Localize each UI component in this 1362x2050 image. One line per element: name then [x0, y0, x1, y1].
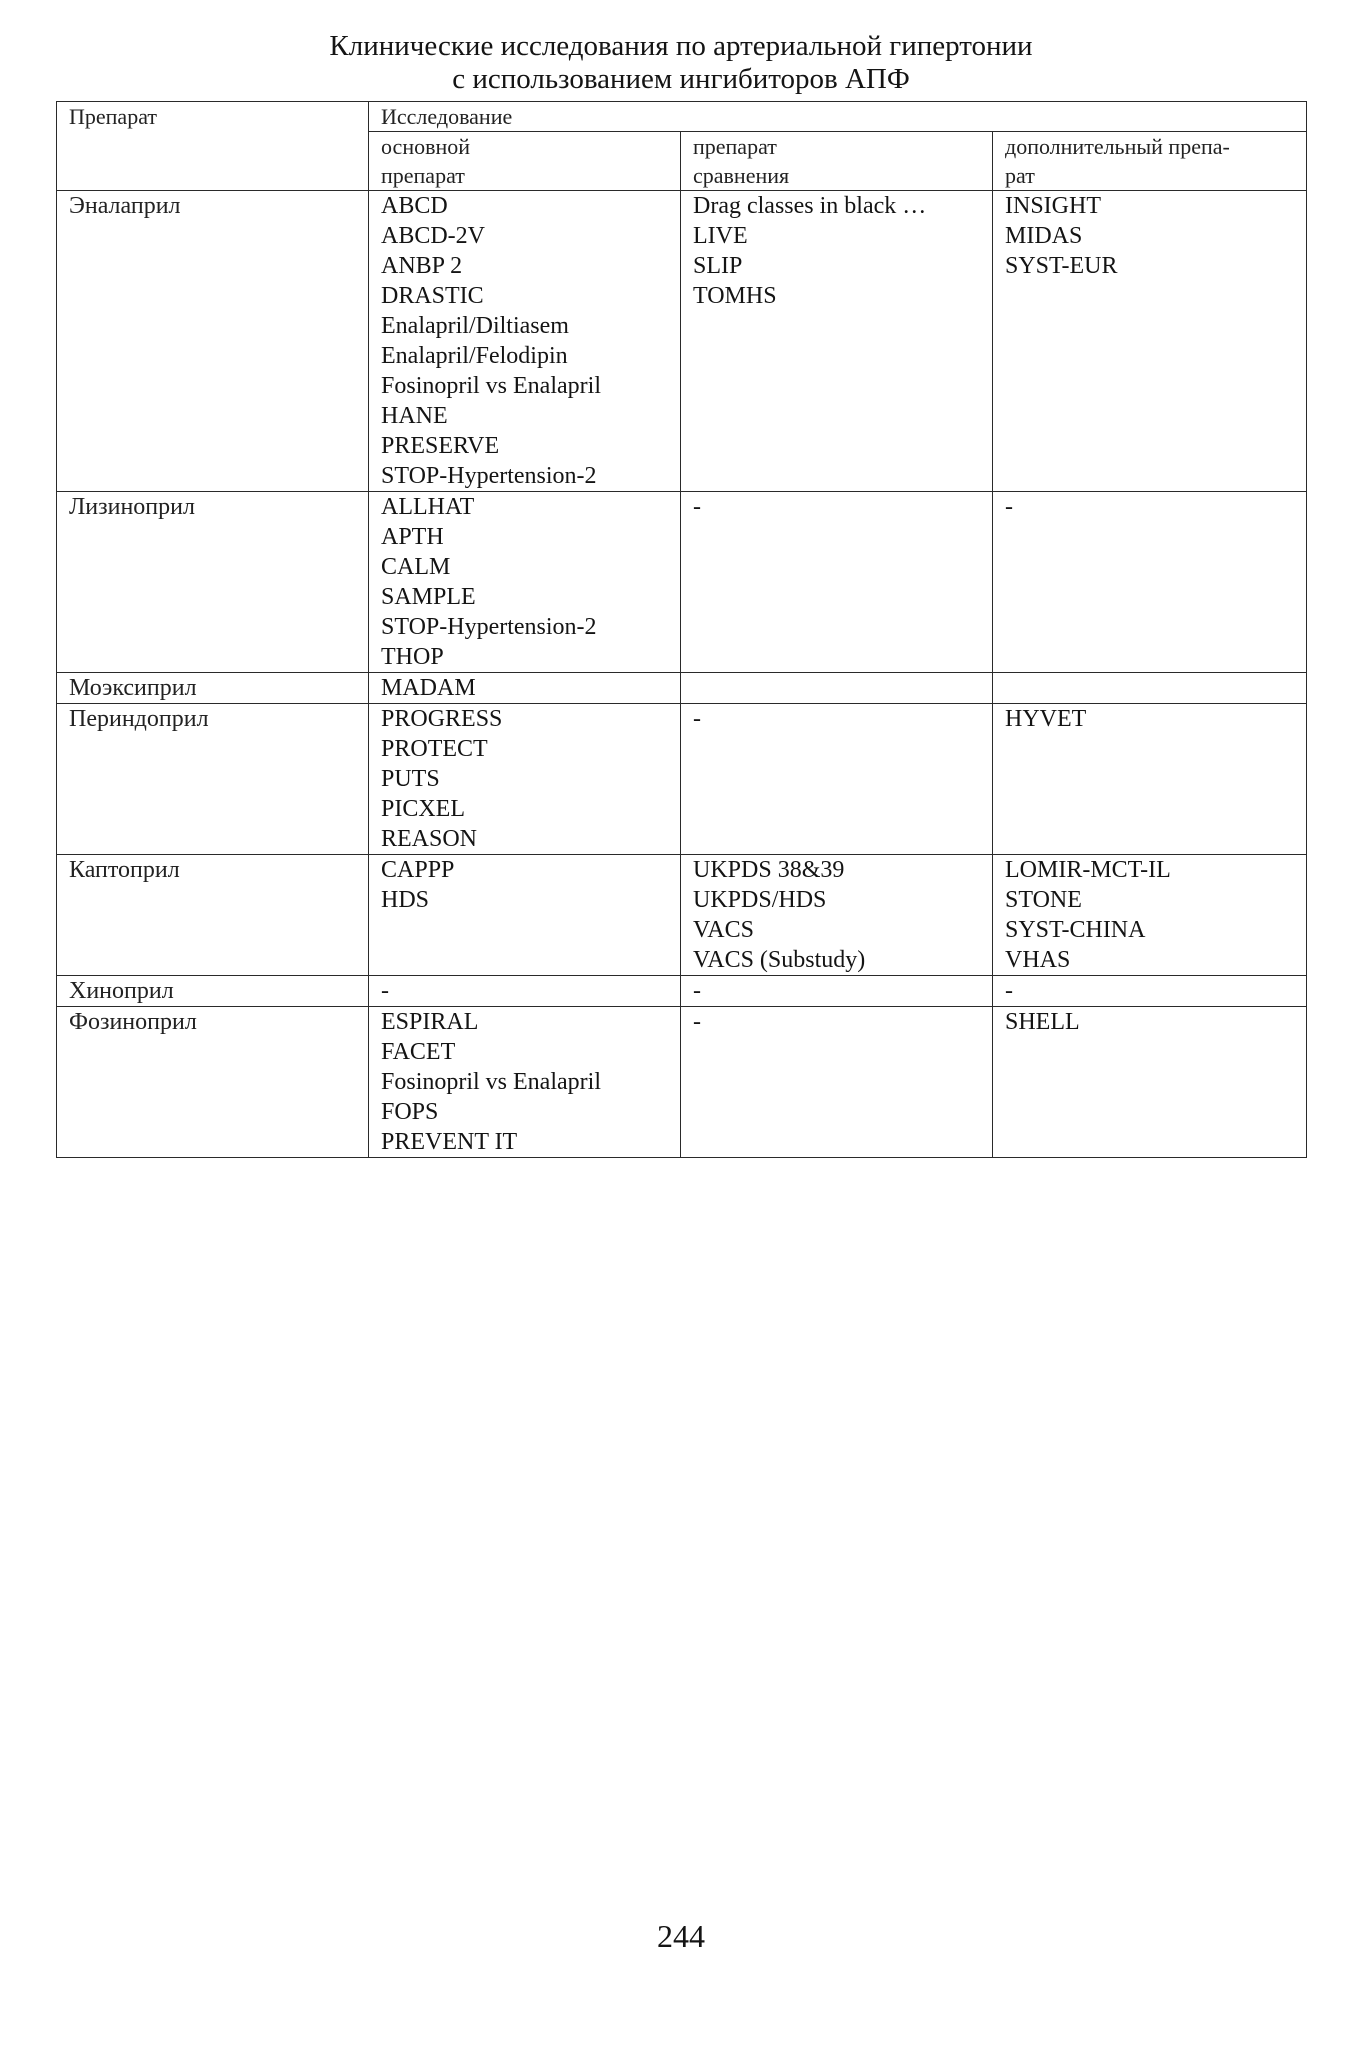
additional-study-cell: [993, 1007, 1307, 1158]
drug-name-cell: Лизиноприл: [57, 492, 369, 673]
study-name: -: [693, 978, 701, 1004]
table-row: [57, 1007, 1307, 1158]
study-name: -: [381, 978, 389, 1004]
study-name: ESPIRAL: [381, 1009, 479, 1035]
study-name: STOP-Hypertension-2: [381, 463, 597, 489]
study-name: LOMIR-MCT-IL: [1005, 857, 1171, 883]
additional-study-cell: [993, 673, 1307, 704]
additional-study-cell: [993, 855, 1307, 976]
header-drug: Препарат: [57, 102, 369, 191]
table-row: [57, 976, 1307, 1007]
study-name: UKPDS 38&39: [693, 857, 845, 883]
study-name: VHAS: [1005, 947, 1071, 973]
comparison-study-cell: [681, 1007, 993, 1158]
main-study-cell: [369, 976, 681, 1007]
main-study-cell: [369, 492, 681, 673]
study-name: ALLHAT: [381, 494, 475, 520]
study-name: MADAM: [381, 675, 476, 701]
study-name: PUTS: [381, 766, 440, 792]
study-name: VACS: [693, 917, 754, 943]
header-comparison-line: препарат: [693, 134, 777, 159]
table-row: [57, 704, 1307, 855]
header-main-line: основной: [381, 134, 471, 159]
drug-name-cell: Хиноприл: [57, 976, 369, 1007]
study-name: VACS (Substudy): [693, 947, 866, 973]
study-name: MIDAS: [1005, 223, 1083, 249]
study-name: FACET: [381, 1039, 456, 1065]
study-name: LIVE: [693, 223, 748, 249]
study-name: HANE: [381, 403, 448, 429]
header-additional-line: рат: [1005, 163, 1035, 188]
study-name: STOP-Hypertension-2: [381, 614, 597, 640]
header-main: [369, 132, 681, 191]
study-name: PICXEL: [381, 796, 465, 822]
drug-name-cell: Периндоприл: [57, 704, 369, 855]
study-name: FOPS: [381, 1099, 439, 1125]
comparison-study-cell: [681, 855, 993, 976]
page-number: 244: [657, 1918, 705, 1954]
study-name: INSIGHT: [1005, 193, 1101, 219]
studies-table: [56, 101, 1307, 1158]
drug-name-cell: Каптоприл: [57, 855, 369, 976]
drug-name-cell: Эналаприл: [57, 191, 369, 492]
study-name: UKPDS/HDS: [693, 887, 827, 913]
study-name: SAMPLE: [381, 584, 476, 610]
study-name: APTH: [381, 524, 444, 550]
study-name: -: [1005, 978, 1013, 1004]
study-name: SLIP: [693, 253, 743, 279]
comparison-study-cell: [681, 191, 993, 492]
page-title-line-2: с использованием ингибиторов АПФ: [452, 63, 910, 95]
comparison-study-cell: [681, 492, 993, 673]
study-name: STONE: [1005, 887, 1082, 913]
header-additional-line: дополнительный препа-: [1005, 134, 1230, 159]
header-study: Исследование: [369, 102, 1307, 132]
main-study-cell: [369, 855, 681, 976]
study-name: TOMHS: [693, 283, 777, 309]
comparison-study-cell: [681, 673, 993, 704]
study-name: CALM: [381, 554, 451, 580]
study-name: -: [693, 706, 701, 732]
additional-study-cell: [993, 704, 1307, 855]
study-name: Drag classes in black …: [693, 193, 927, 219]
additional-study-cell: [993, 191, 1307, 492]
study-name: -: [693, 1009, 701, 1035]
table-row: [57, 492, 1307, 673]
main-study-cell: [369, 1007, 681, 1158]
study-name: THOP: [381, 644, 444, 670]
main-study-cell: [369, 191, 681, 492]
study-name: Fosinopril vs Enalapril: [381, 1069, 601, 1095]
table-row: [57, 191, 1307, 492]
header-comparison-line: сравнения: [693, 163, 790, 188]
table-row: [57, 855, 1307, 976]
header-row-1: [57, 102, 1307, 132]
study-name: SHELL: [1005, 1009, 1080, 1035]
study-name: Enalapril/Felodipin: [381, 343, 568, 369]
header-additional: [993, 132, 1307, 191]
drug-name-cell: Фозиноприл: [57, 1007, 369, 1158]
table-row: [57, 673, 1307, 704]
study-name: Enalapril/Diltiasem: [381, 313, 569, 339]
study-name: REASON: [381, 826, 478, 852]
header-comparison: [681, 132, 993, 191]
additional-study-cell: [993, 976, 1307, 1007]
study-name: ABCD: [381, 193, 448, 219]
study-name: -: [1005, 494, 1013, 520]
page-title: [0, 30, 1362, 96]
study-name: PROGRESS: [381, 706, 503, 732]
study-name: SYST-EUR: [1005, 253, 1118, 279]
comparison-study-cell: [681, 704, 993, 855]
study-name: DRASTIC: [381, 283, 484, 309]
study-name: SYST-CHINA: [1005, 917, 1146, 943]
main-study-cell: [369, 673, 681, 704]
main-study-cell: [369, 704, 681, 855]
study-name: HYVET: [1005, 706, 1087, 732]
study-name: CAPPP: [381, 857, 455, 883]
study-name: ANBP 2: [381, 253, 463, 279]
drug-name-cell: Моэксиприл: [57, 673, 369, 704]
study-name: PREVENT IT: [381, 1129, 518, 1155]
comparison-study-cell: [681, 976, 993, 1007]
header-main-line: препарат: [381, 163, 465, 188]
study-name: HDS: [381, 887, 430, 913]
page-title-line-1: Клинические исследования по артериальной гипертонии: [329, 30, 1033, 62]
additional-study-cell: [993, 492, 1307, 673]
study-name: -: [693, 494, 701, 520]
study-name: PRESERVE: [381, 433, 500, 459]
study-name: ABCD-2V: [381, 223, 486, 249]
study-name: PROTECT: [381, 736, 488, 762]
study-name: Fosinopril vs Enalapril: [381, 373, 601, 399]
